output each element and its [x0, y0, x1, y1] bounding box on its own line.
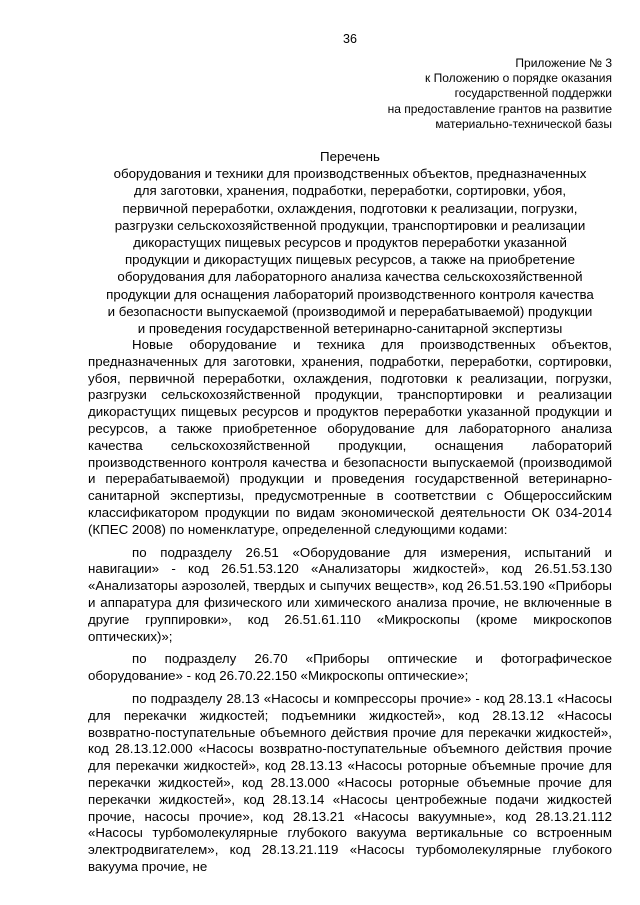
- appendix-line: к Положению о порядке оказания: [424, 71, 612, 86]
- appendix-line: Приложение № 3: [515, 56, 612, 70]
- title-line: и проведения государственной ветеринарно-санитарной экспертизы: [137, 321, 563, 337]
- body-paragraph: по подразделу 28.13 «Насосы и компрессоры прочие» - код 28.13.1 «Насосы для перекачки жидкостей; подъемники жидкостей», код 28.13.12 «Насосы возвратно-поступательные объемного действия прочие для перекачки жидкостей», код 28.13.12.000 «Насосы возвратно-поступательные объемного действия прочие для перекачки жидкостей», код 28.13.13 «Насосы роторные объемные прочие для перекачки жидкостей», код 28.13.000 «Насосы роторные объемные прочие для перекачки жидкостей», код 28.13.14 «Насосы центробежные подачи жидкостей прочие, насосы прочие», код 28.13.21 «Насосы вакуумные», код 28.13.21.112 «Насосы турбомолекулярные глубокого вакуума вертикальные со встроенным электродвигателем», код 28.13.21.119 «Насосы турбомолекулярные глубокого вакуума прочие, не: [88, 690, 612, 874]
- page-number: 36: [343, 32, 357, 46]
- document-title: [80, 148, 620, 337]
- body-paragraph: по подразделу 26.51 «Оборудование для измерения, испытаний и навигации» - код 26.51.53.120 «Анализаторы жидкостей», код 26.51.53.130 «Анализаторы аэрозолей, твердых и сыпучих веществ», код 26.51.53.190 «Приборы и аппаратура для физического или химического анализа прочие, не включенные в другие группировки», код 26.51.61.110 «Микроскопы (кроме микроскопов оптических)»;: [88, 544, 612, 644]
- body-paragraph: по подразделу 26.70 «Приборы оптические и фотографическое оборудование» - код 26.70.22.150 «Микроскопы оптические»;: [88, 651, 612, 684]
- document-body: [88, 337, 612, 882]
- title-line: продукции и дикорастущих пищевых ресурсов, а также на приобретение: [124, 252, 576, 268]
- title-line: и безопасности выпускаемой (производимой и перерабатываемой) продукции: [107, 303, 593, 319]
- appendix-line: на предоставление грантов на развитие: [387, 101, 612, 116]
- appendix-header: [282, 56, 612, 132]
- title-heading: Перечень: [320, 149, 380, 164]
- title-line: оборудования и техники для производственных объектов, предназначенных: [113, 166, 587, 182]
- title-line: оборудования для лабораторного анализа качества сельскохозяйственной: [117, 269, 583, 285]
- title-line: разгрузки сельскохозяйственной продукции, транспортировки и реализации: [114, 217, 586, 233]
- title-line: для заготовки, хранения, подработки, переработки, сортировки, убоя,: [133, 183, 567, 199]
- title-line: дикорастущих пищевых ресурсов и продуктов переработки указанной: [133, 235, 567, 251]
- appendix-line: государственной поддержки: [454, 86, 612, 101]
- title-line: продукции для оснащения лабораторий производственного контроля качества: [106, 286, 594, 302]
- title-line: первичной переработки, охлаждения, подготовки к реализации, погрузки,: [122, 200, 578, 216]
- appendix-line: материально-технической базы: [435, 116, 612, 131]
- body-paragraph: Новые оборудование и техника для производственных объектов, предназначенных для заготовки, хранения, подработки, переработки, сортировки, убоя, первичной переработки, охлаждения, подготовки к реализации, погрузки, разгрузки сельскохозяйственной продукции, транспортировки и реализации дикорастущих пищевых ресурсов и продуктов переработки указанной продукции и ресурсов, а также приобретенное оборудование для лабораторного анализа качества сельскохозяйственной продукции, оснащения лабораторий производственного контроля качества и безопасности выпускаемой (производимой и перерабатываемой) продукции и проведения государственной ветеринарно-санитарной экспертизы, предусмотренные в соответствии с Общероссийским классификатором продукции по видам экономической деятельности ОК 034-2014 (КПЕС 2008) по номенклатуре, определенной следующими кодами:: [88, 337, 612, 537]
